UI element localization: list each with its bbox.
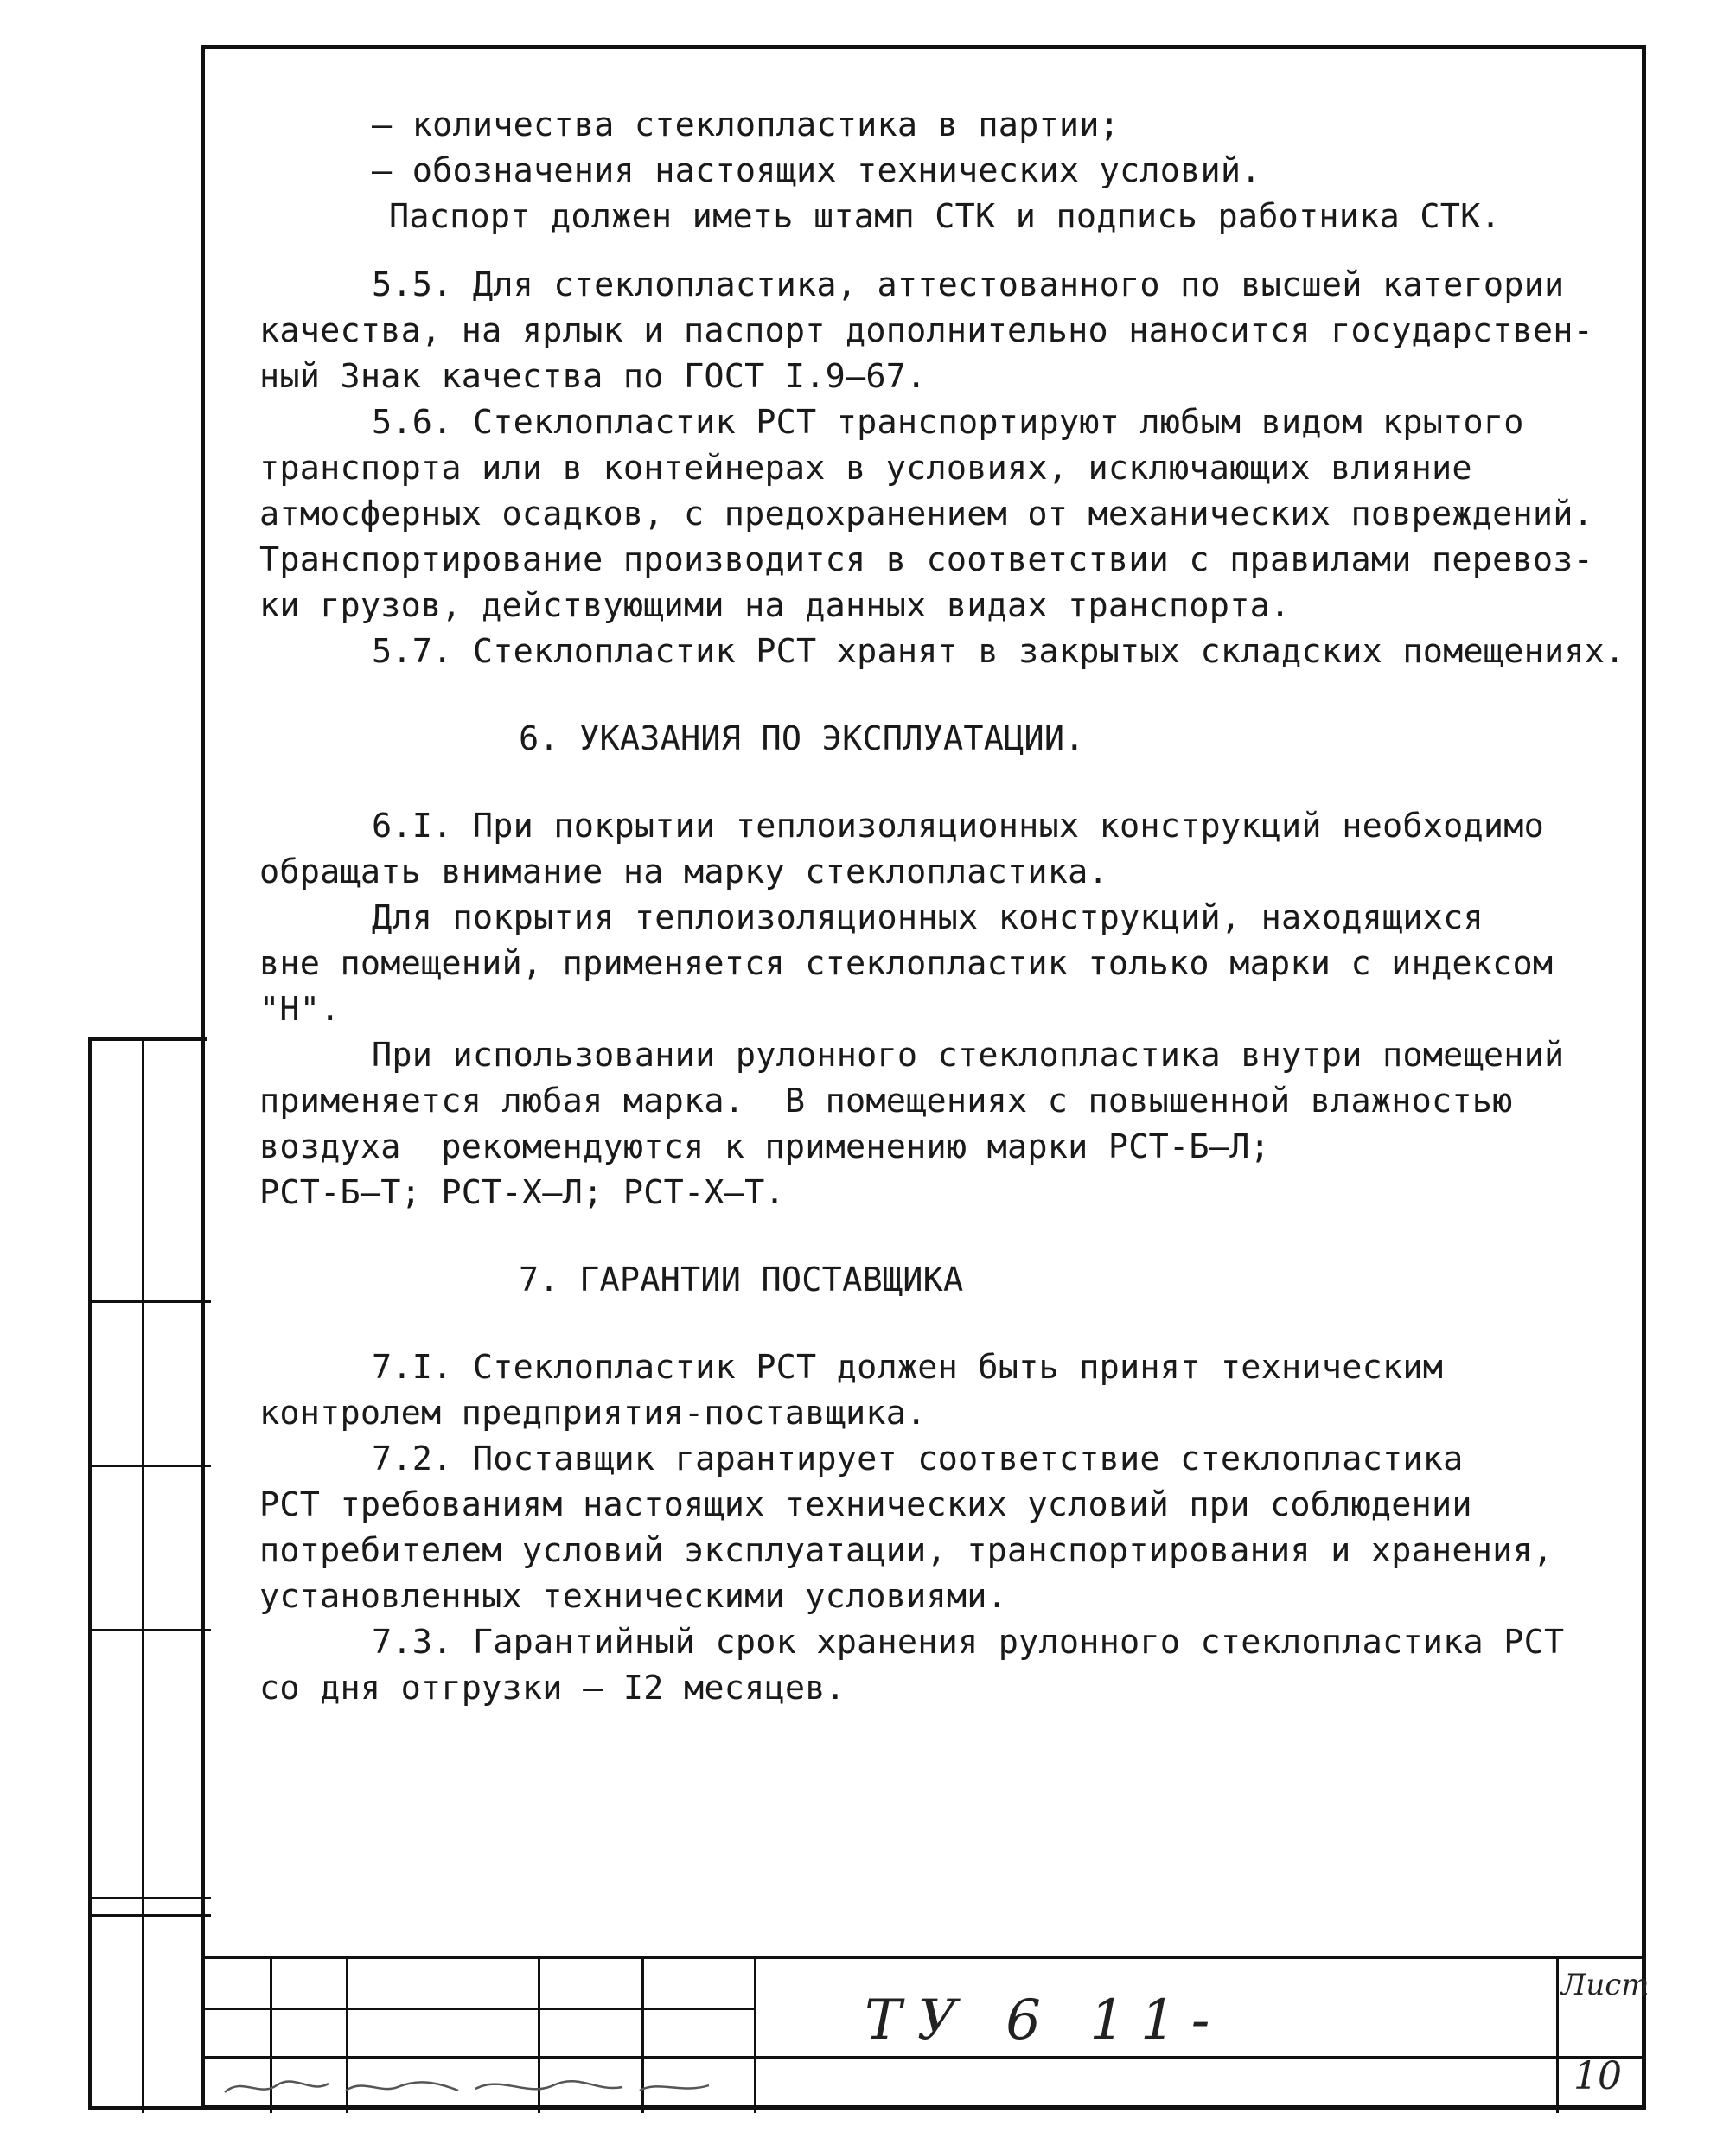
title-block-row-line	[201, 2008, 754, 2010]
text-line: При использовании рулонного стеклопластика внутри помещений	[372, 1036, 1565, 1075]
section-heading-7: 7. ГАРАНТИИ ПОСТАВЩИКА	[519, 1261, 964, 1299]
strip-divider	[92, 1897, 211, 1899]
text-line: – количества стеклопластика в партии;	[372, 105, 1120, 144]
text-line: потребителем условий эксплуатации, транспортирования и хранения,	[259, 1531, 1554, 1570]
title-block-col-line	[1556, 1959, 1559, 2113]
title-block-row-line	[201, 2056, 1646, 2059]
strip-divider	[142, 1041, 144, 2113]
paragraph-5-5-line: 5.5. Для стеклопластика, аттестованного по высшей категории	[372, 265, 1565, 304]
strip-divider	[92, 1914, 211, 1917]
paragraph-5-7-line: 5.7. Стеклопластик РСТ хранят в закрытых складских помещениях.	[372, 632, 1625, 671]
text-line: Транспортирование производится в соответствии с правилами перевоз-	[259, 540, 1594, 579]
text-line: со дня отгрузки – I2 месяцев.	[259, 1669, 846, 1708]
text-line: – обозначения настоящих технических условий.	[372, 151, 1261, 190]
text-line: транспорта или в контейнерах в условиях, исключающих влияние	[259, 449, 1472, 488]
paragraph-5-6-line: 5.6. Стеклопластик РСТ транспортируют любым видом крытого	[372, 403, 1524, 442]
signature-scribble	[216, 2068, 752, 2103]
text-line: воздуха рекомендуются к применению марки РСТ-Б–Л;	[259, 1127, 1270, 1166]
sheet-label: Лист	[1561, 1968, 1650, 2002]
text-line: РСТ-Б–Т; РСТ-Х–Л; РСТ-Х–Т.	[259, 1173, 785, 1212]
strip-divider	[92, 1465, 211, 1467]
paragraph-7-3-line: 7.3. Гарантийный срок хранения рулонного стеклопластика РСТ	[372, 1623, 1565, 1662]
text-line: применяется любая марка. В помещениях с повышенной влажностью	[259, 1082, 1513, 1120]
paragraph-7-2-line: 7.2. Поставщик гарантирует соответствие стеклопластика	[372, 1440, 1464, 1478]
text-line: атмосферных осадков, с предохранением от механических повреждений.	[259, 495, 1594, 533]
text-line: ный Знак качества по ГОСТ I.9–67.	[259, 357, 927, 396]
text-line: контролем предприятия-поставщика.	[259, 1394, 927, 1433]
paragraph-6-1-line: 6.I. При покрытии теплоизоляционных конструкций необходимо	[372, 807, 1544, 846]
document-code: ТУ 6 11-	[865, 1989, 1226, 2052]
text-line: "Н".	[259, 990, 341, 1029]
margin-stamp-strip	[88, 1037, 207, 2110]
document-body	[259, 102, 1634, 1711]
sheet-number: 10	[1573, 2054, 1622, 2098]
strip-divider	[92, 1629, 211, 1631]
text-line: установленных техническими условиями.	[259, 1577, 1008, 1616]
text-line: ки грузов, действующими на данных видах транспорта.	[259, 586, 1291, 625]
title-block-col-line	[754, 1959, 756, 2113]
text-line: Для покрытия теплоизоляционных конструкций, находящихся	[372, 898, 1484, 937]
strip-divider	[92, 1300, 211, 1303]
section-heading-6: 6. УКАЗАНИЯ ПО ЭКСПЛУАТАЦИИ.	[519, 719, 1085, 758]
paragraph-7-1-line: 7.I. Стеклопластик РСТ должен быть принят техническим	[372, 1348, 1444, 1387]
text-line: качества, на ярлык и паспорт дополнительно наносится государствен-	[259, 311, 1594, 350]
text-line: Паспорт должен иметь штамп СТК и подпись работника СТК.	[389, 197, 1501, 236]
text-line: РСТ требованиям настоящих технических условий при соблюдении	[259, 1485, 1472, 1524]
text-line: вне помещений, применяется стеклопластик только марки с индексом	[259, 944, 1554, 983]
text-line: обращать внимание на марку стеклопластика.	[259, 852, 1108, 891]
